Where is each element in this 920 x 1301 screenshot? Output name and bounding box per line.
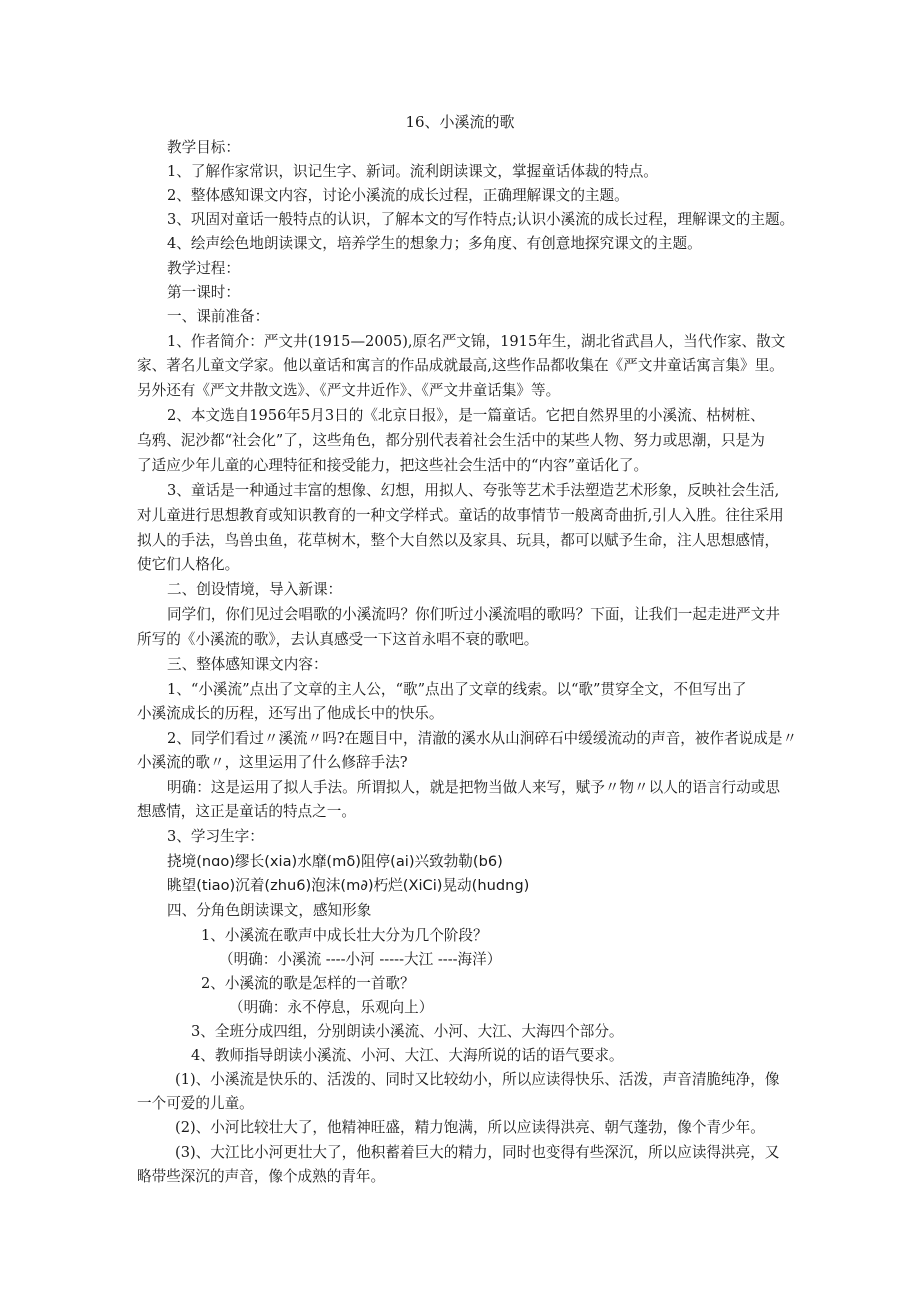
paragraph-theme-line2: 小溪流成长的历程，还写出了他成长中的快乐。: [137, 705, 444, 722]
paragraph-intro-line1: 同学们，你们见过会唱歌的小溪流吗？你们听过小溪流唱的歌吗？下面，让我们一起走进严文井: [167, 606, 780, 623]
vocab-line2: 眺望(tiao)沉着(zhu6)泡沫(m∂)朽烂(XiCi)晃动(hudng): [167, 877, 530, 894]
paragraph-intro-line2: 所写的《小溪流的歌》，去认真感受一下这首永唱不衰的歌吧。: [137, 631, 539, 648]
heading-teaching-goals: 教学目标：: [167, 139, 240, 156]
heading-first-lesson: 第一课时：: [167, 284, 240, 301]
section-4-heading: 四、分角色朗读课文，感知形象: [167, 902, 372, 919]
paragraph-fairytale-line2: 对儿童进行思想教育或知识教育的一种文学样式。童话的故事情节一般离奇曲折,引人入胜。往往采用: [137, 507, 784, 524]
section-3-heading: 三、整体感知课文内容：: [167, 656, 328, 673]
paragraph-theme-line1: 1、“小溪流”点出了文章的主人公，“歌”点出了文章的线索。以“歌”贯穿全文，不但写出了: [167, 681, 747, 698]
paragraph-fairytale-line1: 3、童话是一种通过丰富的想像、幻想，用拟人、夸张等艺术手法塑造艺术形象，反映社会生活,: [167, 482, 780, 499]
vocab-line1: 挠境(nɑo)缪长(xia)水靡(mδ)阻停(ai)兴致勃勒(b6): [167, 853, 503, 870]
reading-note-3-line1: (3)、大江比小河更壮大了，他积蓄着巨大的精力，同时也变得有些深沉，所以应读得洪亮，又: [175, 1144, 780, 1161]
paragraph-author-line2: 家、著名儿童文学家。他以童话和寓言的作品成就最高,这些作品都收集在《严文井童话寓言集》里。: [137, 357, 784, 374]
section-1-heading: 一、课前准备：: [167, 308, 270, 325]
reading-note-1-line2: 一个可爱的儿童。: [137, 1095, 254, 1112]
vocab-heading: 3、学习生字：: [167, 828, 264, 845]
answer-1: （明确：小溪流 ----小河 -----大江 ----海洋）: [219, 951, 502, 968]
paragraph-answer-line1: 明确：这是运用了拟人手法。所谓拟人，就是把物当做人来写，赋予〃物〃以人的语言行动或思: [167, 779, 780, 796]
paragraph-author-line3: 另外还有《严文井散文选》、《严文井近作》、《严文井童话集》等。: [137, 382, 561, 399]
section-2-heading: 二、创设情境，导入新课：: [167, 581, 343, 598]
goal-4: 4、绘声绘色地朗读课文，培养学生的想象力；多角度、有创意地探究课文的主题。: [167, 235, 702, 252]
paragraph-fairytale-line3: 拟人的手法，鸟兽虫鱼，花草树木，整个大自然以及家具、玩具，都可以赋予生命，注人思想感情，: [137, 532, 780, 549]
reading-note-2: (2)、小河比较壮大了，他精神旺盛，精力饱满，所以应读得洪亮、朝气蓬勃，像个青少年。: [175, 1119, 765, 1136]
answer-2: （明确：永不停息，乐观向上）: [229, 999, 434, 1016]
document-title: 16、小溪流的歌: [405, 113, 515, 131]
paragraph-rhetoric-line1: 2、同学们看过〃溪流〃吗?在题目中，清澈的溪水从山涧碎石中缓缓流动的声音，被作者说成是〃: [167, 730, 798, 747]
paragraph-source-line2: 乌鸦、泥沙都“社会化”了，这些角色，都分别代表着社会生活中的某些人物、努力或思潮，只是为: [137, 432, 765, 449]
goal-2: 2、整体感知课文内容，讨论小溪流的成长过程，正确理解课文的主题。: [167, 187, 629, 204]
goal-1: 1、了解作家常识，识记生字、新词。流利朗读课文，掌握童话体裁的特点。: [167, 163, 658, 180]
goal-3: 3、巩固对童话一般特点的认识，了解本文的写作特点;认识小溪流的成长过程，理解课文的主题。: [167, 211, 795, 228]
paragraph-author-line1: 1、作者简介：严文井(1915—2005),原名严文锦，1915年生，湖北省武昌人，当代作家、散文: [167, 333, 786, 350]
paragraph-fairytale-line4: 使它们人格化。: [137, 556, 240, 573]
paragraph-source-line1: 2、本文选自1956年5月3日的《北京日报》，是一篇童话。它把自然界里的小溪流、枯树桩、: [167, 407, 765, 424]
paragraph-answer-line2: 想感情，这正是童话的特点之一。: [137, 803, 356, 820]
heading-teaching-process: 教学过程：: [167, 260, 240, 277]
paragraph-source-line3: 了适应少年儿童的心理特征和接受能力，把这些社会生活中的“内容”童话化了。: [137, 457, 649, 474]
question-1: 1、小溪流在歌声中成长壮大分为几个阶段？: [201, 927, 488, 944]
paragraph-rhetoric-line2: 小溪流的歌〃，这里运用了什么修辞手法?: [137, 754, 408, 771]
step-4: 4、教师指导朗读小溪流、小河、大江、大海所说的话的语气要求。: [191, 1047, 624, 1064]
step-3: 3、全班分成四组，分别朗读小溪流、小河、大江、大海四个部分。: [191, 1023, 624, 1040]
question-2: 2、小溪流的歌是怎样的一首歌？: [201, 975, 415, 992]
reading-note-1-line1: (1)、小溪流是快乐的、活泼的、同时又比较幼小，所以应读得快乐、活泼，声音清脆纯净，像: [175, 1071, 780, 1088]
reading-note-3-line2: 略带些深沉的声音，像个成熟的青年。: [137, 1168, 386, 1185]
